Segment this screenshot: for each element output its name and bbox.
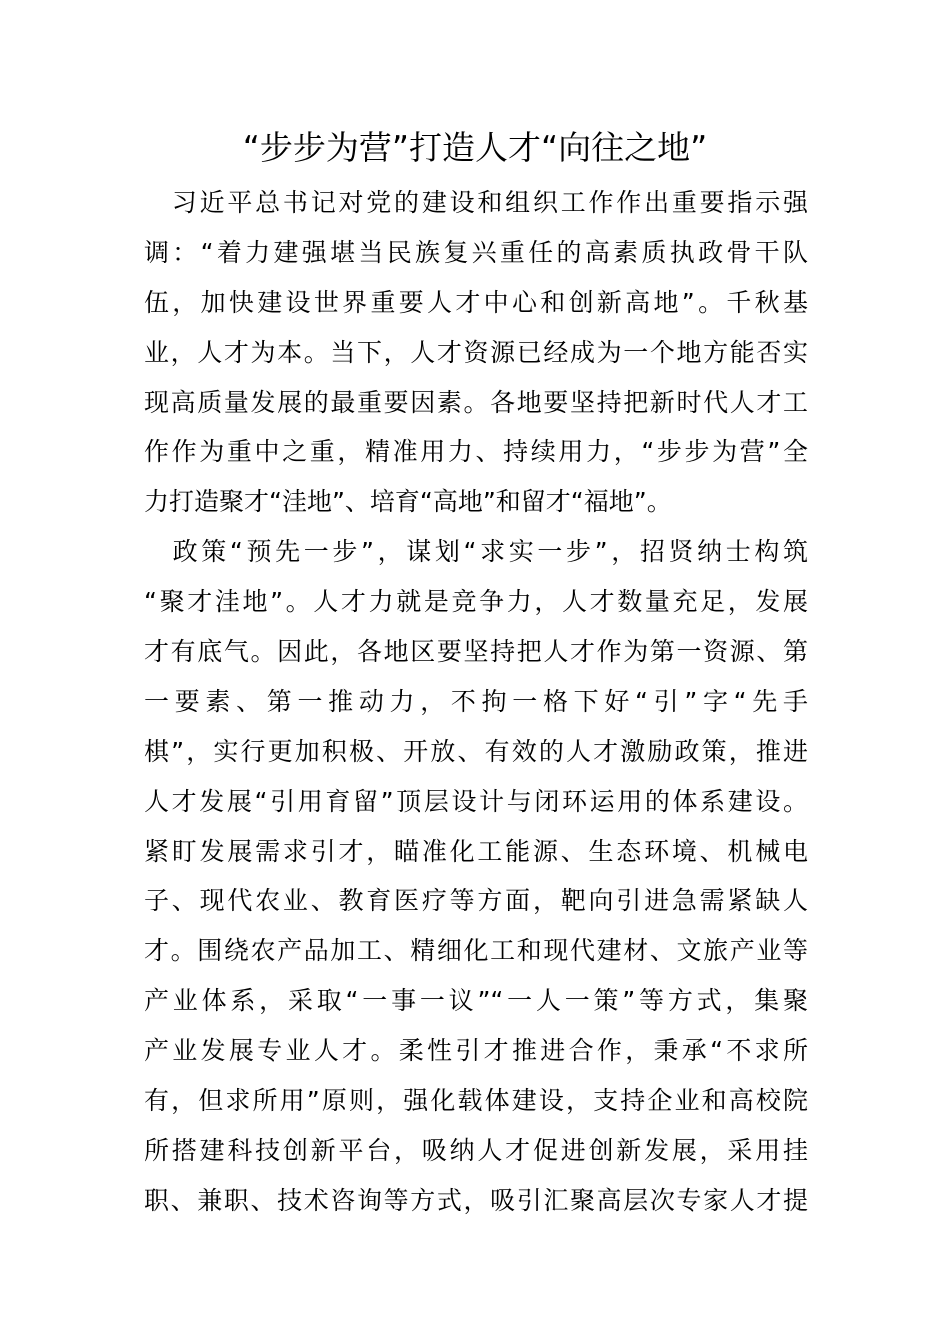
text-line: 作作为重中之重，精准用力、持续用力，“步步为营”全 (144, 437, 808, 467)
text-line: 职、兼职、技术咨询等方式，吸引汇聚高层次专家人才提 (144, 1185, 808, 1215)
text-line: “聚才洼地”。人才力就是竞争力，人才数量充足，发展 (144, 587, 808, 617)
text-line: 现高质量发展的最重要因素。各地要坚持把新时代人才工 (144, 387, 808, 417)
text-line: 习近平总书记对党的建设和组织工作作出重要指示强 (144, 188, 808, 217)
page-title: “步步为营”打造人才“向往之地” (242, 128, 708, 167)
text-line: 紧盯发展需求引才，瞄准化工能源、生态环境、机械电 (144, 836, 808, 866)
text-line: 所搭建科技创新平台，吸纳人才促进创新发展，采用挂 (144, 1135, 808, 1165)
text-line: 伍，加快建设世界重要人才中心和创新高地”。千秋基 (144, 287, 808, 317)
text-line: 子、现代农业、教育医疗等方面，靶向引进急需紧缺人 (144, 886, 808, 916)
text-line: 人才发展“引用育留”顶层设计与闭环运用的体系建设。 (144, 786, 808, 816)
text-line: 政策“预先一步”，谋划“求实一步”，招贤纳士构筑 (144, 537, 808, 567)
text-line: 产业发展专业人才。柔性引才推进合作，秉承“不求所 (144, 1036, 808, 1066)
text-line: 产业体系，采取“一事一议”“一人一策”等方式，集聚 (144, 986, 808, 1016)
text-line: 业，人才为本。当下，人才资源已经成为一个地方能否实 (144, 337, 808, 367)
text-line: 有，但求所用”原则，强化载体建设，支持企业和高校院 (144, 1086, 808, 1116)
text-line: 才有底气。因此，各地区要坚持把人才作为第一资源、第 (144, 637, 808, 667)
text-line: 力打造聚才“洼地”、培育“高地”和留才“福地”。 (144, 487, 672, 517)
text-line: 才。围绕农产品加工、精细化工和现代建材、文旅产业等 (144, 936, 808, 966)
text-line: 一要素、第一推动力，不拘一格下好“引”字“先手 (144, 686, 808, 716)
text-line: 调：“着力建强堪当民族复兴重任的高素质执政骨干队 (144, 237, 808, 267)
body-text (144, 178, 808, 1226)
text-line: 棋”，实行更加积极、开放、有效的人才激励政策，推进 (144, 736, 808, 766)
